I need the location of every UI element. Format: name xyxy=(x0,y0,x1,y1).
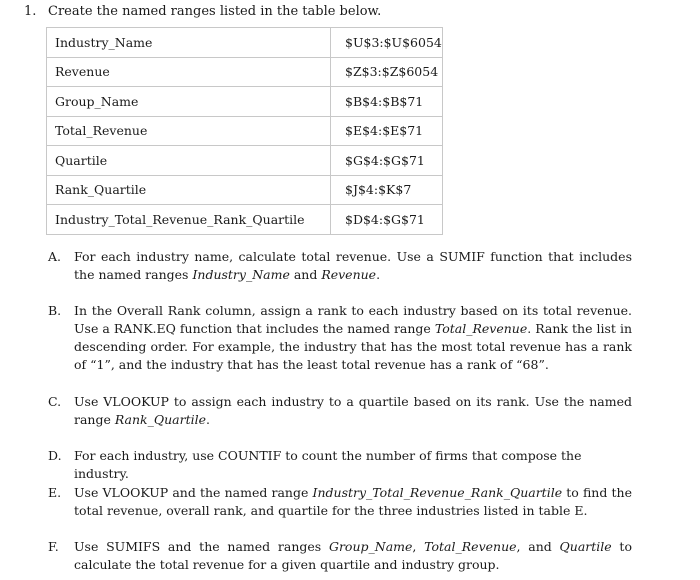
task-c xyxy=(48,393,632,429)
task-text: For each industry name, calculate total revenue. Use a SUMIF function that includes the named ranges Industry_Name and Revenue. xyxy=(74,249,632,282)
item-1-heading xyxy=(24,3,381,21)
task-text: In the Overall Rank column, assign a rank to each industry based on its total revenue. Use a RANK.EQ function that includes the named range Total_Revenue. Rank the list in descending order. For example, the industry that has the most total revenue has a rank of “1”, and the industry that has the least total revenue has a rank of “68”. xyxy=(74,303,632,372)
range-name: Rank_Quartile xyxy=(47,175,331,205)
item-number: 1. xyxy=(24,4,37,19)
range-ref: $D$4:$G$71 xyxy=(331,205,443,235)
range-ref: $G$4:$G$71 xyxy=(331,146,443,176)
table-row xyxy=(47,28,443,58)
range-name: Industry_Name xyxy=(47,28,331,58)
table-row xyxy=(47,205,443,235)
table-row xyxy=(47,175,443,205)
range-ref: $J$4:$K$7 xyxy=(331,175,443,205)
task-text: Use VLOOKUP and the named range Industry_Total_Revenue_Rank_Quartile to find the total revenue, overall rank, and quartile for the three industries listed in table E. xyxy=(74,485,632,518)
task-letter: A. xyxy=(48,249,62,264)
range-name: Industry_Total_Revenue_Rank_Quartile xyxy=(47,205,331,235)
task-b xyxy=(48,302,632,374)
range-ref: $E$4:$E$71 xyxy=(331,116,443,146)
task-letter: E. xyxy=(48,485,62,500)
table-row xyxy=(47,57,443,87)
range-name: Quartile xyxy=(47,146,331,176)
task-letter: D. xyxy=(48,448,62,463)
range-ref: $B$4:$B$71 xyxy=(331,87,443,117)
task-a xyxy=(48,248,632,284)
range-name: Total_Revenue xyxy=(47,116,331,146)
table-row xyxy=(47,146,443,176)
task-text: Use SUMIFS and the named ranges Group_Name, Total_Revenue, and Quartile to calculate the total revenue for a given quartile and industry group. xyxy=(74,539,632,572)
task-text: For each industry, use COUNTIF to count the number of firms that compose the industry. xyxy=(74,448,582,481)
range-name: Group_Name xyxy=(47,87,331,117)
named-ranges-table xyxy=(46,27,443,235)
task-letter: B. xyxy=(48,303,62,318)
table-row xyxy=(47,87,443,117)
range-ref: $Z$3:$Z$6054 xyxy=(331,57,443,87)
task-e xyxy=(48,484,632,520)
task-letter: F. xyxy=(48,539,59,554)
item-text: Create the named ranges listed in the table below. xyxy=(48,4,382,19)
task-text: Use VLOOKUP to assign each industry to a quartile based on its rank. Use the named range Rank_Quartile. xyxy=(74,394,632,427)
task-f xyxy=(48,538,632,574)
task-d xyxy=(48,447,632,483)
task-letter: C. xyxy=(48,394,62,409)
range-name: Revenue xyxy=(47,57,331,87)
table-row xyxy=(47,116,443,146)
range-ref: $U$3:$U$6054 xyxy=(331,28,443,58)
